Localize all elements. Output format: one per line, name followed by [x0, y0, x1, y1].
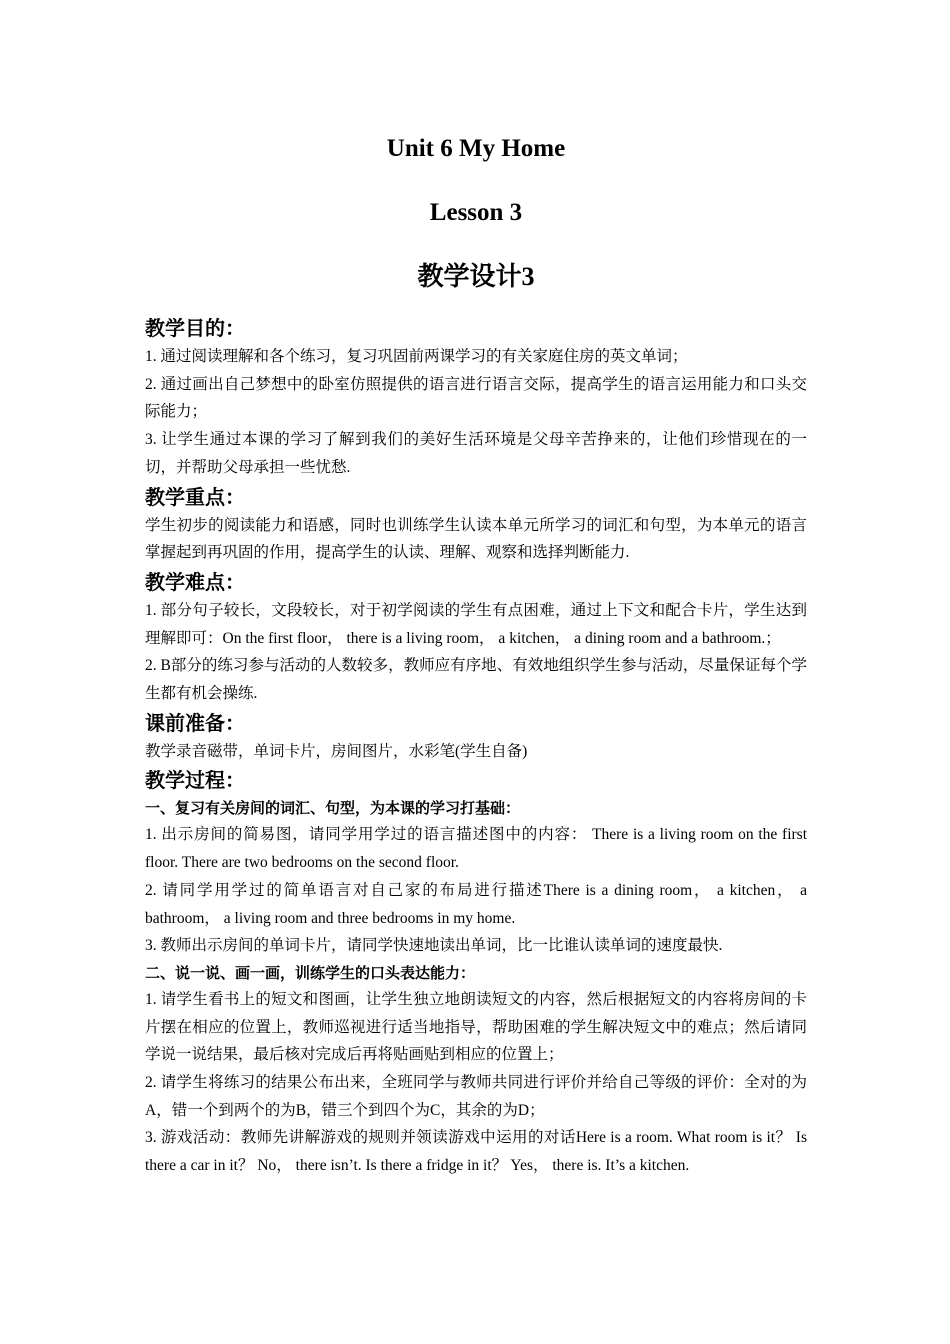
objective-item: 1. 通过阅读理解和各个练习，复习巩固前两课学习的有关家庭住房的英文单词； [145, 348, 688, 365]
document-body [145, 313, 807, 1180]
process-section-title: 一、复习有关房间的词汇、句型，为本课的学习打基础： [145, 799, 521, 818]
key-points-heading: 教学重点： [145, 484, 245, 509]
process-item: 3. 教师出示房间的单词卡片，请同学快速地读出单词，比一比谁认读单词的速度最快. [145, 937, 723, 955]
process-item: 2. 请学生将练习的结果公布出来，全班同学与教师共同进行评价并给自己等级的评价：全对的为A，错一个到两个的为B，错三个到四个为C，其余的为D； [145, 1074, 807, 1119]
process-item: 1. 请学生看书上的短文和图画，让学生独立地朗读短文的内容，然后根据短文的内容将房间的卡片摆在相应的位置上，教师巡视进行适当地指导，帮助困难的学生解决短文中的难点；然后请同学说一说结果，最后核对完成后再将贴画贴到相应的位置上； [145, 990, 807, 1064]
difficulty-item: 1. 部分句子较长，文段较长，对于初学阅读的学生有点困难，通过上下文和配合卡片，学生达到理解即可：On the first floor， there is a living room， a kitchen， a dining room and a bathroom.； [145, 601, 807, 647]
process-item: 2. 请同学用学过的简单语言对自己家的布局进行描述There is a dining room， a kitchen， a bathroom， a living room and three bedrooms in my home. [145, 881, 807, 927]
preparation-heading: 课前准备： [145, 710, 245, 735]
lesson-title: Lesson 3 [429, 199, 523, 226]
key-points-text: 学生初步的阅读能力和语感，同时也训练学生认读本单元所学习的词汇和句型，为本单元的语言掌握起到再巩固的作用，提高学生的认读、理解、观察和选择判断能力. [145, 516, 807, 562]
objective-item: 3. 让学生通过本课的学习了解到我们的美好生活环境是父母辛苦挣来的，让他们珍惜现在的一切，并帮助父母承担一些忧愁. [145, 431, 807, 476]
unit-title: Unit 6 My Home [386, 135, 566, 162]
preparation-text: 教学录音磁带，单词卡片，房间图片，水彩笔(学生自备) [145, 742, 528, 760]
difficulties-heading: 教学难点： [145, 569, 245, 594]
process-heading: 教学过程： [145, 768, 245, 793]
design-title: 教学设计3 [417, 262, 535, 291]
objective-item: 2. 通过画出自己梦想中的卧室仿照提供的语言进行语言交际，提高学生的语言运用能力和口头交际能力； [145, 375, 807, 421]
process-item: 1. 出示房间的简易图，请同学用学过的语言描述图中的内容： There is a living room on the first floor. There are two bedrooms on the second floor. [145, 826, 807, 872]
objectives-heading: 教学目的： [145, 316, 245, 340]
process-section-title: 二、说一说、画一画，训练学生的口头表达能力： [145, 963, 476, 982]
difficulty-item: 2. B部分的练习参与活动的人数较多，教师应有序地、有效地组织学生参与活动，尽量保证每个学生都有机会操练. [145, 657, 807, 703]
process-item: 3. 游戏活动：教师先讲解游戏的规则并领读游戏中运用的对话Here is a room. What room is it？ Is there a car in it？ No， there isn’t. Is there a fridge in it？ Yes， there is. It’s a kitchen. [145, 1129, 807, 1175]
